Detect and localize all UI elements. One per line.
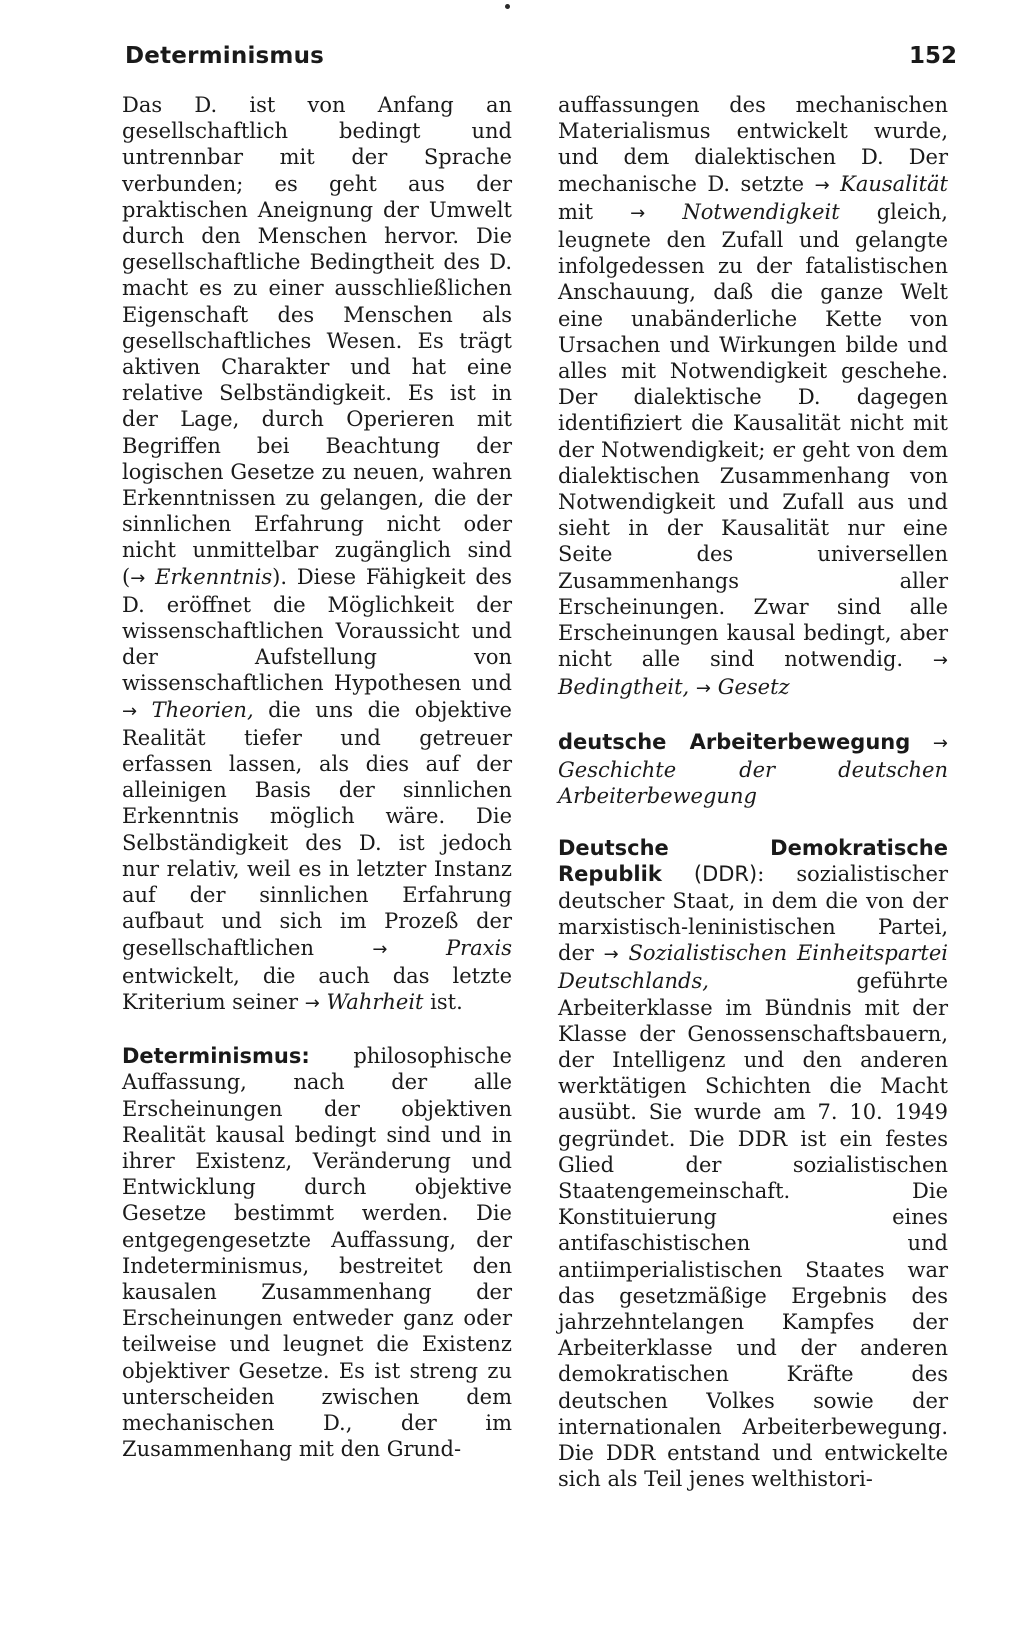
right-column	[558, 92, 948, 1518]
body-text: gleich, leugnete den Zufall und gelangte infolgedessen zu der fatalistischen Anschauung, daß die ganze Welt eine unabänderliche Kette von Ursachen und Wirkungen bilde und alles mit Notwendigkeit geschehe. Der dialektische D. dagegen identifiziert die Kausalität nicht mit der Notwendigkeit; er geht von dem dialektischen Zusammenhang von Notwendigkeit und Zufall aus und sieht in der Kausalität nur eine Seite des universellen Zusammenhangs aller Erscheinungen. Zwar sind alle Erscheinungen kausal bedingt, aber nicht alle sind notwendig.	[558, 199, 948, 672]
body-text: die uns die objektive Realität tiefer und getreuer erfassen lassen, als dies auf der alleinigen Basis der sinnlichen Erkenntnis möglich wäre. Die Selbständigkeit des D. ist jedoch nur relativ, weil es in letzter Instanz auf der sinnlichen Erfahrung aufbaut und sich im Prozeß der gesellschaftlichen	[122, 697, 512, 960]
entry-headword: Deutsche Demokratische Republik	[558, 836, 948, 887]
running-head: Determinismus	[125, 43, 325, 69]
cross-reference-arrow-icon: →	[932, 732, 948, 754]
left-column	[122, 92, 512, 1488]
cross-reference-link[interactable]: Erkenntnis	[155, 564, 273, 589]
cross-reference-link[interactable]: Bedingtheit,	[558, 675, 690, 700]
body-text: Das D. ist von Anfang an gesellschaftlich bedingt und untrennbar mit der Sprache verbunden; es geht aus der praktischen Aneignung der Umwelt durch den Menschen hervor. Die gesellschaftliche Bedingtheit des D. macht es zu einer ausschließlichen Eigenschaft des Menschen als gesellschaftliches Wesen. Es trägt aktiven Charakter und hat eine relative Selbständigkeit. Es ist in der Lage, durch Operieren mit Begriffen bei Beachtung der logischen Gesetze zu neuen, wahren Erkenntnissen zu gelangen, die der sinnlichen Erfahrung nicht oder nicht unmittelbar zugänglich sind (	[122, 93, 512, 589]
cross-reference-link[interactable]: Gesetz	[717, 675, 790, 700]
cross-reference-link[interactable]: Theorien,	[151, 697, 254, 722]
entry-headword: Determinismus:	[122, 1044, 310, 1069]
body-text: mit	[558, 199, 631, 224]
cross-reference-arrow-icon: →	[372, 938, 388, 960]
cross-reference-arrow-icon: →	[304, 992, 320, 1014]
body-text: auffassungen des mechanischen Materialismus entwickelt wurde, und dem dialektischen D. Der mechanische D. setzte	[558, 93, 948, 196]
cross-reference-link[interactable]: Praxis	[445, 935, 512, 960]
entry-headword: deutsche Arbeiterbewegung	[558, 729, 911, 754]
cross-reference-arrow-icon: →	[130, 567, 146, 589]
entry-text: geführte Arbeiterklasse im Bündnis mit der Klasse der Genossenschaftsbauern, der Intelligenz und den anderen werktätigen Schichten die Macht ausübt. Sie wurde am 7. 10. 1949 gegründet. Die DDR ist ein festes Glied der sozialistischen Staatengemeinschaft. Die Konstituierung eines antifaschistischen und antiimperialistischen Staates war das gesetzmäßige Ergebnis des jahrzehntelangen Kampfes der Arbeiterklasse und der anderen demokratischen Kräfte des deutschen Volkes sowie der internationalen Arbeiterbewegung. Die DDR entstand und entwickelte sich als Teil jenes welthistori-	[558, 969, 948, 1492]
cross-reference-link[interactable]: Wahrheit	[326, 989, 424, 1014]
cross-reference-arrow-icon: →	[932, 650, 948, 672]
continued-paragraph	[558, 92, 948, 703]
body-text: entwickelt, die auch das letzte Kriterium seiner	[122, 963, 512, 1014]
cross-reference-arrow-icon: →	[695, 678, 711, 700]
continued-paragraph	[122, 92, 512, 1017]
entry-text: philosophische Auffassung, nach der alle Erscheinungen der objektiven Realität kausal bedingt sind und in ihrer Existenz, Veränderung und Entwicklung durch objektive Gesetze bestimmt werden. Die entgegengesetzte Auffassung, der Indeterminismus, bestreitet den kausalen Zusammenhang der Erscheinungen entweder ganz oder teilweise und leugnet die Existenz objektiver Gesetze. Es ist streng zu unterscheiden zwischen dem mechanischen D., der im Zusammenhang mit den Grund-	[122, 1044, 512, 1462]
cross-reference-arrow-icon: →	[122, 700, 138, 722]
dictionary-entry-deutsche-arbeiterbewegung	[558, 729, 948, 810]
print-mark	[505, 4, 510, 9]
page-number: 152	[908, 43, 957, 69]
entry-abbreviation: (DDR)	[693, 862, 758, 887]
dictionary-entry-determinismus	[122, 1043, 512, 1462]
cross-reference-link[interactable]: Sozialistischen Einheitspartei Deutschlands,	[558, 941, 948, 994]
cross-reference-link[interactable]: Notwendigkeit	[682, 199, 840, 224]
cross-reference-arrow-icon: →	[603, 944, 619, 966]
dictionary-entry-ddr	[558, 835, 948, 1492]
cross-reference-arrow-icon: →	[630, 202, 646, 224]
body-text: ). Diese Fähigkeit des D. eröffnet die Möglichkeit der wissenschaftlichen Voraussicht und der Aufstellung von wissenschaftlichen Hypothesen und	[122, 564, 512, 696]
cross-reference-arrow-icon: →	[814, 174, 830, 196]
page-header	[125, 38, 957, 74]
cross-reference-link[interactable]: Geschichte der deutschen Arbeiterbewegung	[558, 757, 948, 809]
entry-text: : sozialistischer deutscher Staat, in dem die von der marxistisch-leninistischen Partei, der	[558, 862, 948, 966]
body-text: ist.	[423, 989, 463, 1014]
cross-reference-link[interactable]: Kausalität	[840, 171, 948, 196]
